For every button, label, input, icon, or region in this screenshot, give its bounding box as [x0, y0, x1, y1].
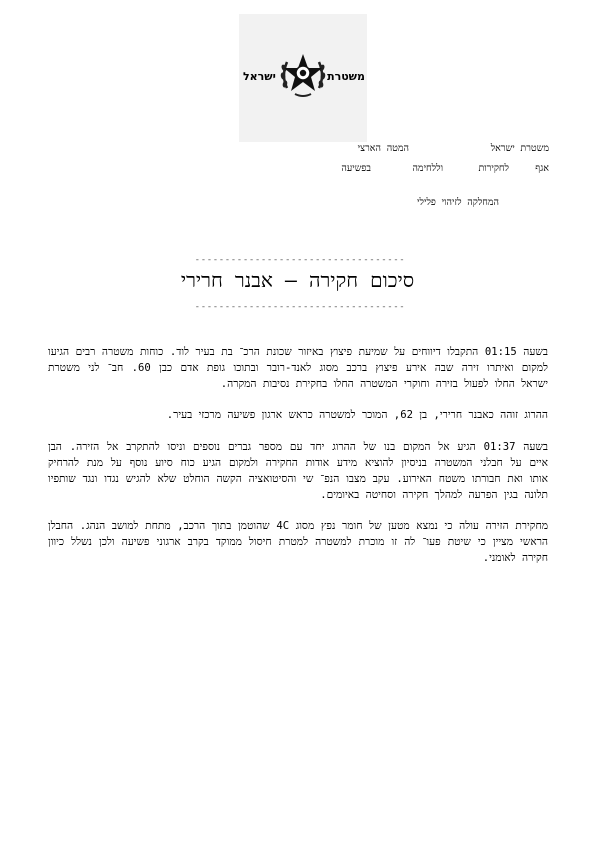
header-division-4: בפשיעה [341, 163, 371, 174]
page-title: סיכום חקירה – אבנר חרירי [180, 268, 415, 292]
header-division-1: אגף [535, 163, 549, 174]
separator-bottom: ----------------------------------- [194, 302, 406, 312]
header-org: משטרת ישראל [490, 143, 549, 154]
header-division-3: וללחימה [412, 163, 443, 174]
paragraph: בשעה 01:15 התקבלו דיווחים על שמיעת פיצוץ באיזור שכונת הרכ־ בת בעיר לוד. כוחות משטרה רבים הגיעו למקום ואיתרו זירה שבה אירע פיצוץ ברכב מסוג לאנד-רובר ובתוכו גופת אדם כבן 60. חב־ לני משטרת ישראל החלו לפעול בזירה וחוקרי המשטרה החלו בחקירת נסיבות המקרה. [48, 346, 549, 390]
logo-text-left: ישראל [243, 70, 276, 83]
document-body [48, 345, 548, 583]
separator-top: ----------------------------------- [194, 255, 406, 265]
paragraph: מחקירת הזירה עולה כי נמצא מטען של חומר נפץ מסוג 4C שהוטמן בתוך הרכב, מתחת למושב הנהג. החבלן הראשי מציין כי שיטת פעו־ לה זו מוכרת למשטרה למטרת חיסול ממוקד בקרב ארגוני פשיעה ולכן נשלל כיוון חקירה לאומני. [48, 520, 548, 564]
header-hq: המטה הארצי [357, 143, 409, 154]
logo-text-right: משטרת [327, 70, 365, 83]
police-emblem-icon [277, 48, 329, 100]
header-department: המחלקה לזיהוי פלילי [417, 197, 499, 208]
paragraph: בשעה 01:37 הגיע אל המקום בנו של ההרוג יחד עם מספר גברים נוספים וניסו להתקרב אל הזירה. הבן איים על חבלני המשטרה בניסיון להוציא מידע אודות החקירה ולמקום הגיע כוח סיוע נוסף על מנת להרחיק אותו ואת חבורתו משטח האירוע. עקב מצבו הנפ־ שי והסיטואציה הקשה הוחלט שלא להגיש נגדו ונגד שותפיו תלונה בגין הפרעה למהלך חקירה וסחיטה באיומים. [48, 441, 548, 501]
header-division-2: לחקירות [478, 163, 509, 174]
police-logo [239, 14, 367, 142]
paragraph: ההרוג זוהה כאבנר חרירי, בן 62, המוכר למשטרה כראש ארגון פשיעה מרכזי בעיר. [166, 409, 548, 422]
